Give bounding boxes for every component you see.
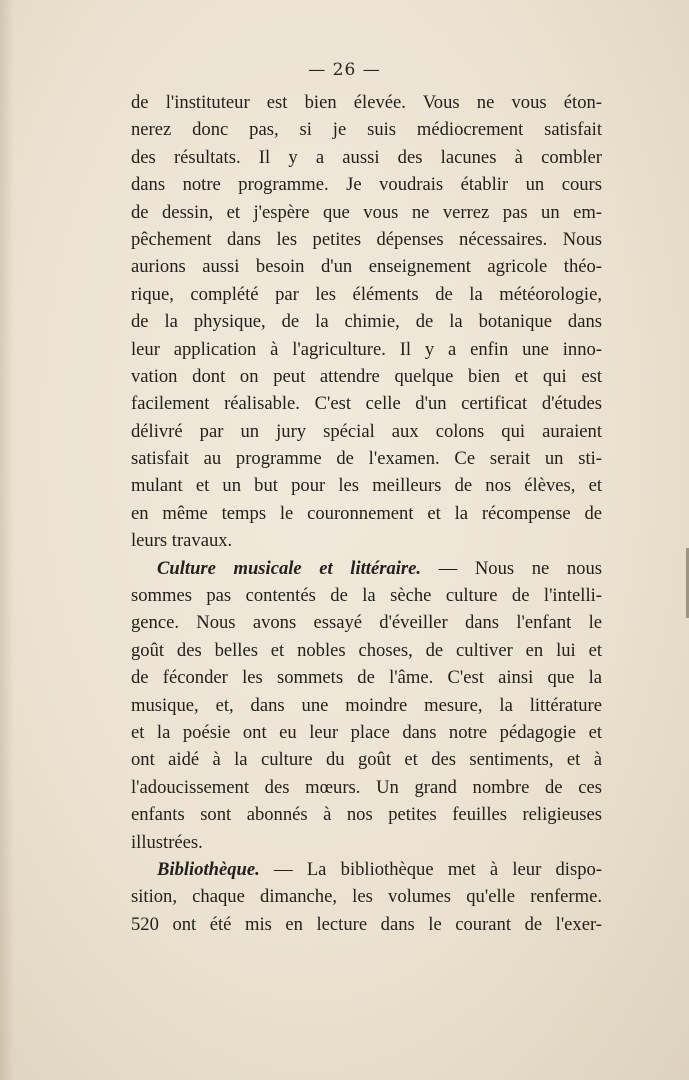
paragraph-bibliotheque [131, 856, 602, 938]
text-line: l'adoucissement des mœurs. Un grand nombre de ces [131, 776, 602, 798]
text-run: — Nous ne nous [421, 557, 602, 579]
text-line [131, 555, 602, 582]
text-line: de dessin, et j'espère que vous ne verrez pas un em- [131, 201, 602, 223]
text-line: enfants sont abonnés à nos petites feuilles religieuses [131, 804, 602, 826]
text-line: de l'instituteur est bien élevée. Vous ne vous éton- [131, 92, 602, 113]
text-line: et la poésie ont eu leur place dans notre pédagogie et [131, 721, 602, 743]
text-line: en même temps le couronnement et la récompense de [131, 502, 602, 524]
text-line: des résultats. Il y a aussi des lacunes à combler [131, 146, 602, 168]
text-line: pêchement dans les petites dépenses nécessaires. Nous [131, 228, 602, 250]
text-line: sition, chaque dimanche, les volumes qu'elle renferme. [131, 886, 602, 908]
page-number: — 26 — [308, 60, 381, 80]
paragraph-culture-musicale [131, 555, 602, 856]
text-line: de féconder les sommets de l'âme. C'est ainsi que la [131, 667, 602, 689]
text-line: facilement réalisable. C'est celle d'un certificat d'études [131, 393, 602, 415]
text-line: gence. Nous avons essayé d'éveiller dans l'enfant le [131, 612, 602, 634]
text-line: dans notre programme. Je voudrais établir un cours [131, 174, 602, 196]
text-line: 520 ont été mis en lecture dans le courant de l'exer- [131, 913, 602, 935]
text-line: illustrées. [131, 831, 203, 853]
text-line: de la physique, de la chimie, de la botanique dans [131, 311, 602, 333]
text-line: ont aidé à la culture du goût et des sentiments, et à [131, 749, 602, 771]
text-line: rique, complété par les éléments de la météorologie, [131, 283, 602, 305]
text-line: mulant et un but pour les meilleurs de nos élèves, et [131, 475, 602, 497]
body-text [131, 89, 602, 938]
text-line: leurs travaux. [131, 530, 233, 552]
paragraph-lacunes [131, 89, 602, 555]
section-heading-bibliotheque: Bibliothèque. [157, 858, 260, 880]
text-line: aurions aussi besoin d'un enseignement agricole théo- [131, 256, 602, 278]
text-line: satisfait au programme de l'examen. Ce serait un sti- [131, 448, 602, 470]
text-line [131, 856, 602, 883]
text-line: musique, et, dans une moindre mesure, la littérature [131, 694, 602, 716]
text-line: sommes pas contentés de la sèche culture de l'intelli- [131, 585, 602, 607]
section-heading-culture: Culture musicale et littéraire. [157, 557, 422, 579]
text-line: vation dont on peut attendre quelque bien et qui est [131, 365, 602, 387]
text-run: — La bibliothèque met à leur dispo- [259, 858, 602, 880]
text-line: nerez donc pas, si je suis médiocrement satisfait [131, 119, 602, 141]
text-line: délivré par un jury spécial aux colons qui auraient [131, 420, 602, 442]
text-line: leur application à l'agriculture. Il y a enfin une inno- [131, 338, 602, 360]
text-line: goût des belles et nobles choses, de cultiver en lui et [131, 639, 602, 661]
